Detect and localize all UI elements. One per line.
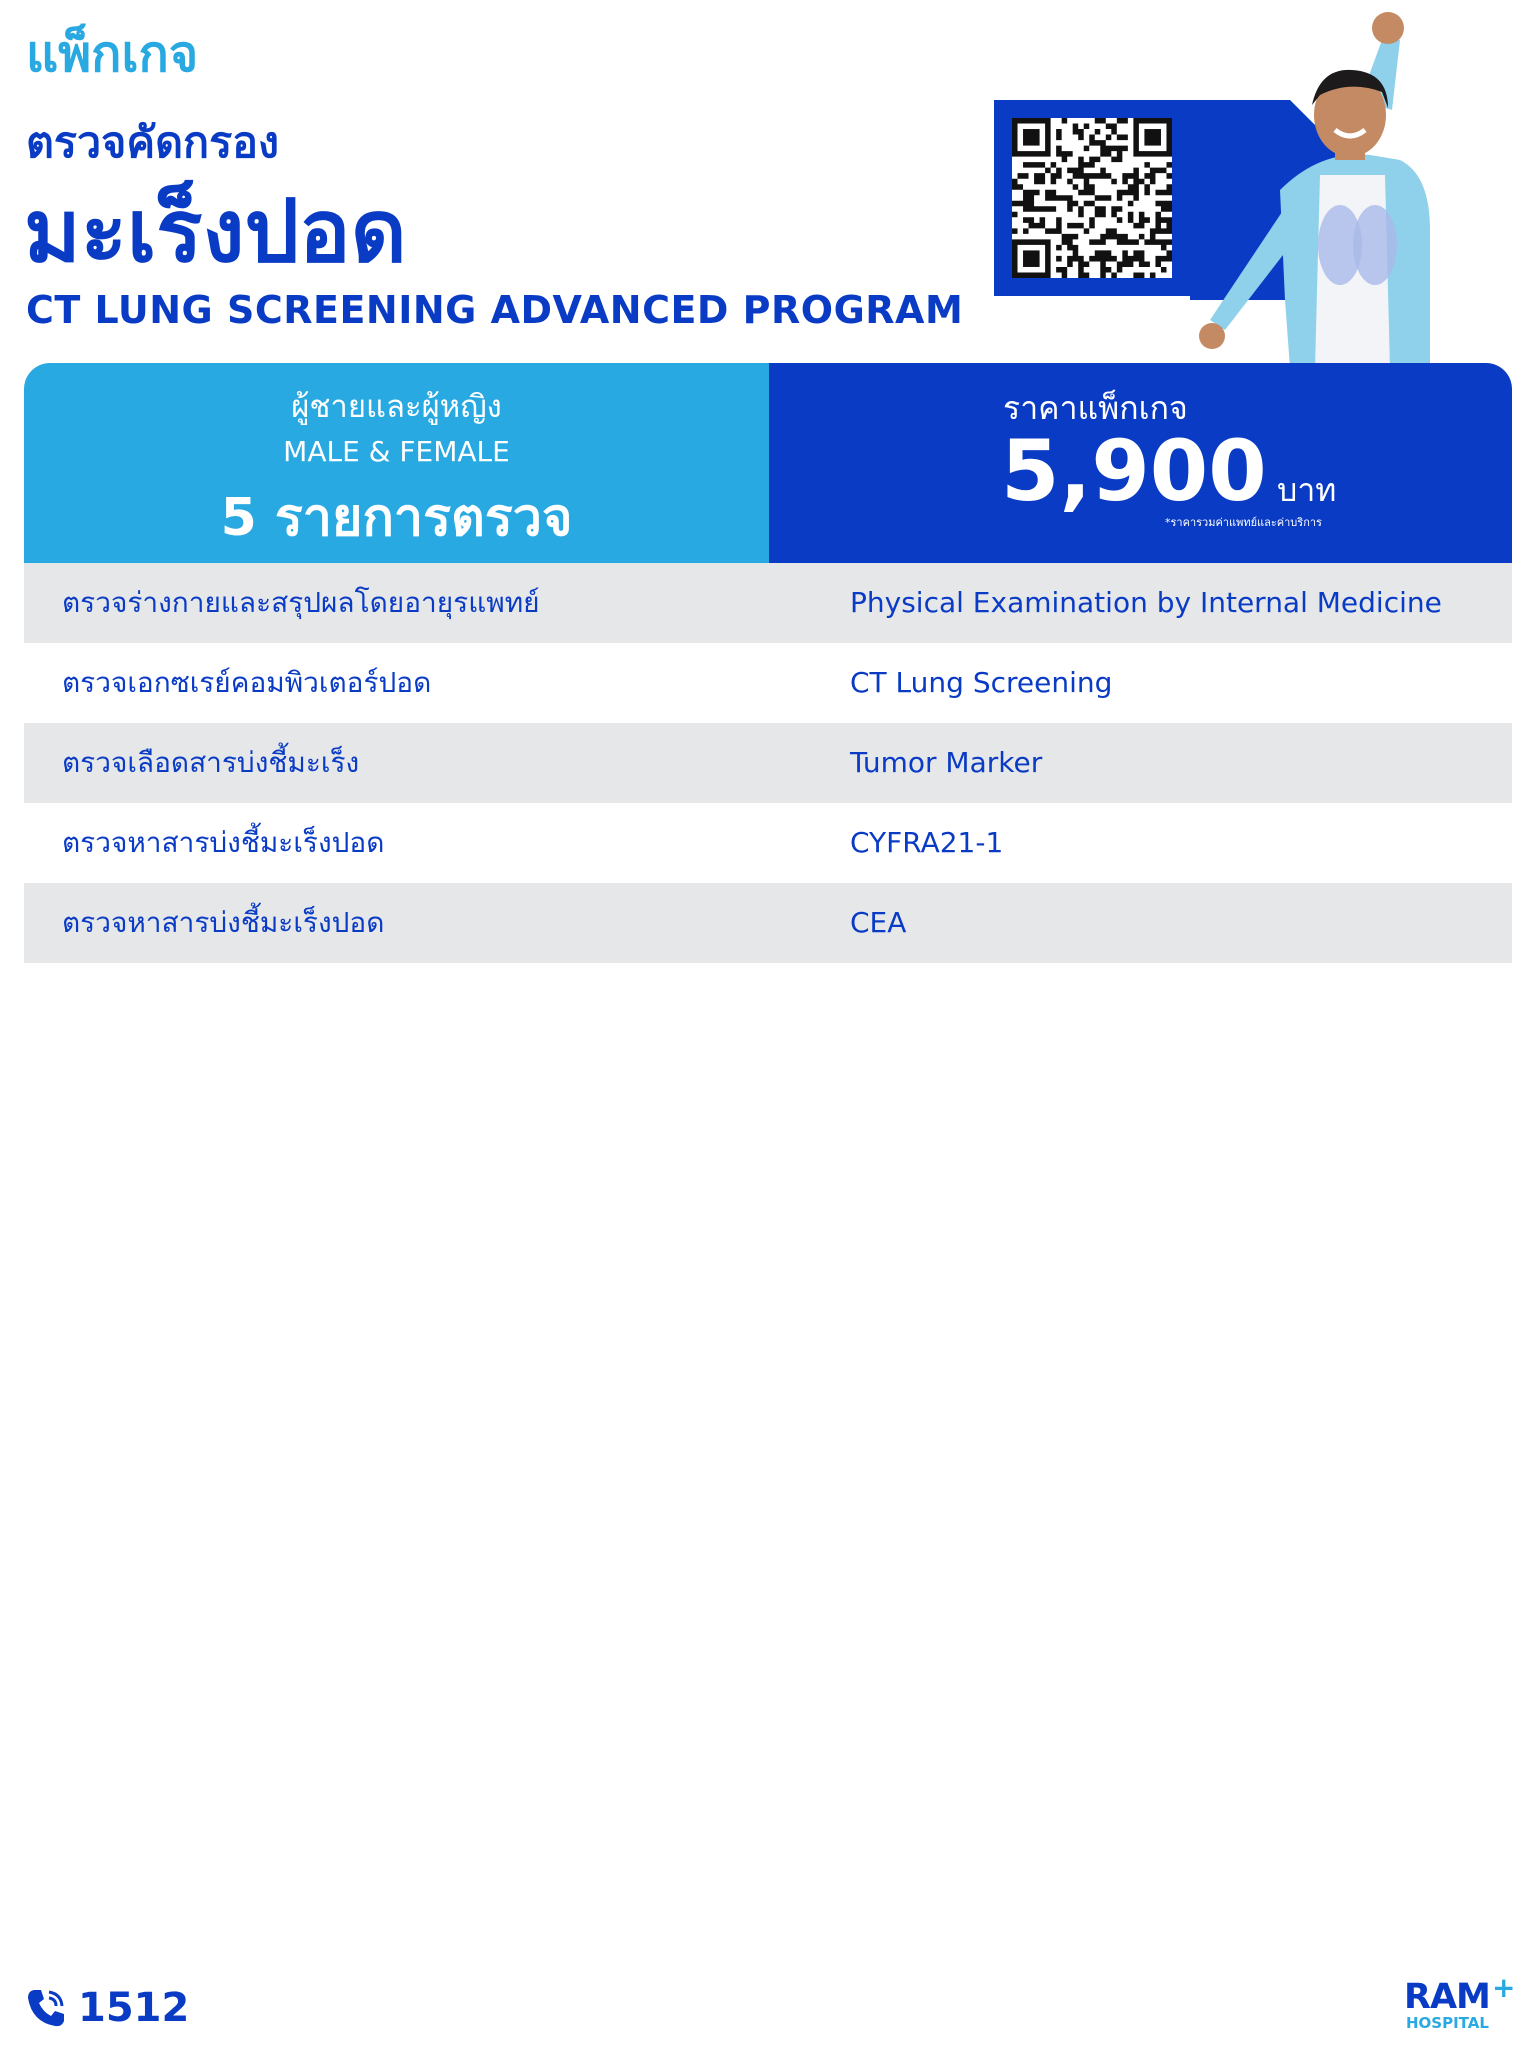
qr-code[interactable] xyxy=(1012,118,1172,278)
list-item xyxy=(24,643,1512,723)
page-title-english: CT LUNG SCREENING ADVANCED PROGRAM xyxy=(26,288,964,332)
price-panel xyxy=(769,363,1512,563)
page-title: มะเร็งปอด xyxy=(24,182,407,282)
test-item-list xyxy=(24,563,1512,963)
item-name-thai: ตรวจเอกซเรย์คอมพิวเตอร์ปอด xyxy=(62,666,432,699)
logo-plus-icon: + xyxy=(1492,1971,1516,2004)
list-item xyxy=(24,723,1512,803)
logo-sub-text: HOSPITAL xyxy=(1406,2014,1489,2032)
item-name-english: CYFRA21-1 xyxy=(850,826,1004,859)
gender-label-thai: ผู้ชายและผู้หญิง xyxy=(291,389,502,425)
package-label: แพ็กเกจ xyxy=(26,25,199,83)
target-group-panel xyxy=(24,363,769,563)
gender-label-english: MALE & FEMALE xyxy=(283,435,510,468)
phone-icon xyxy=(24,1986,68,2030)
price-label: ราคาแพ็กเกจ xyxy=(1003,389,1188,427)
item-name-english: Physical Examination by Internal Medicine xyxy=(850,586,1442,619)
page-subtitle: ตรวจคัดกรอง xyxy=(26,118,280,168)
item-name-thai: ตรวจเลือดสารบ่งชี้มะเร็ง xyxy=(62,746,360,779)
item-name-english: CEA xyxy=(850,906,907,939)
summary-band xyxy=(24,363,1512,563)
item-name-english: Tumor Marker xyxy=(850,746,1043,779)
phone-contact[interactable] xyxy=(24,1982,189,2034)
price-note: *ราคารวมค่าแพทย์และค่าบริการ xyxy=(1165,516,1322,529)
phone-number: 1512 xyxy=(78,1985,190,2031)
item-name-thai: ตรวจหาสารบ่งชี้มะเร็งปอด xyxy=(62,906,385,939)
test-count: 5 รายการตรวจ xyxy=(220,488,573,548)
item-name-thai: ตรวจร่างกายและสรุปผลโดยอายุรแพทย์ xyxy=(62,586,540,619)
item-name-thai: ตรวจหาสารบ่งชี้มะเร็งปอด xyxy=(62,826,385,859)
logo-main-text: RAM xyxy=(1404,1977,1490,2017)
price-value: 5,900 xyxy=(1001,422,1267,520)
list-item xyxy=(24,563,1512,643)
list-item xyxy=(24,883,1512,963)
item-name-english: CT Lung Screening xyxy=(850,666,1113,699)
price-unit: บาท xyxy=(1277,471,1337,509)
hero-graphic xyxy=(990,0,1536,368)
hospital-logo xyxy=(1404,1971,1516,2036)
list-item xyxy=(24,803,1512,883)
